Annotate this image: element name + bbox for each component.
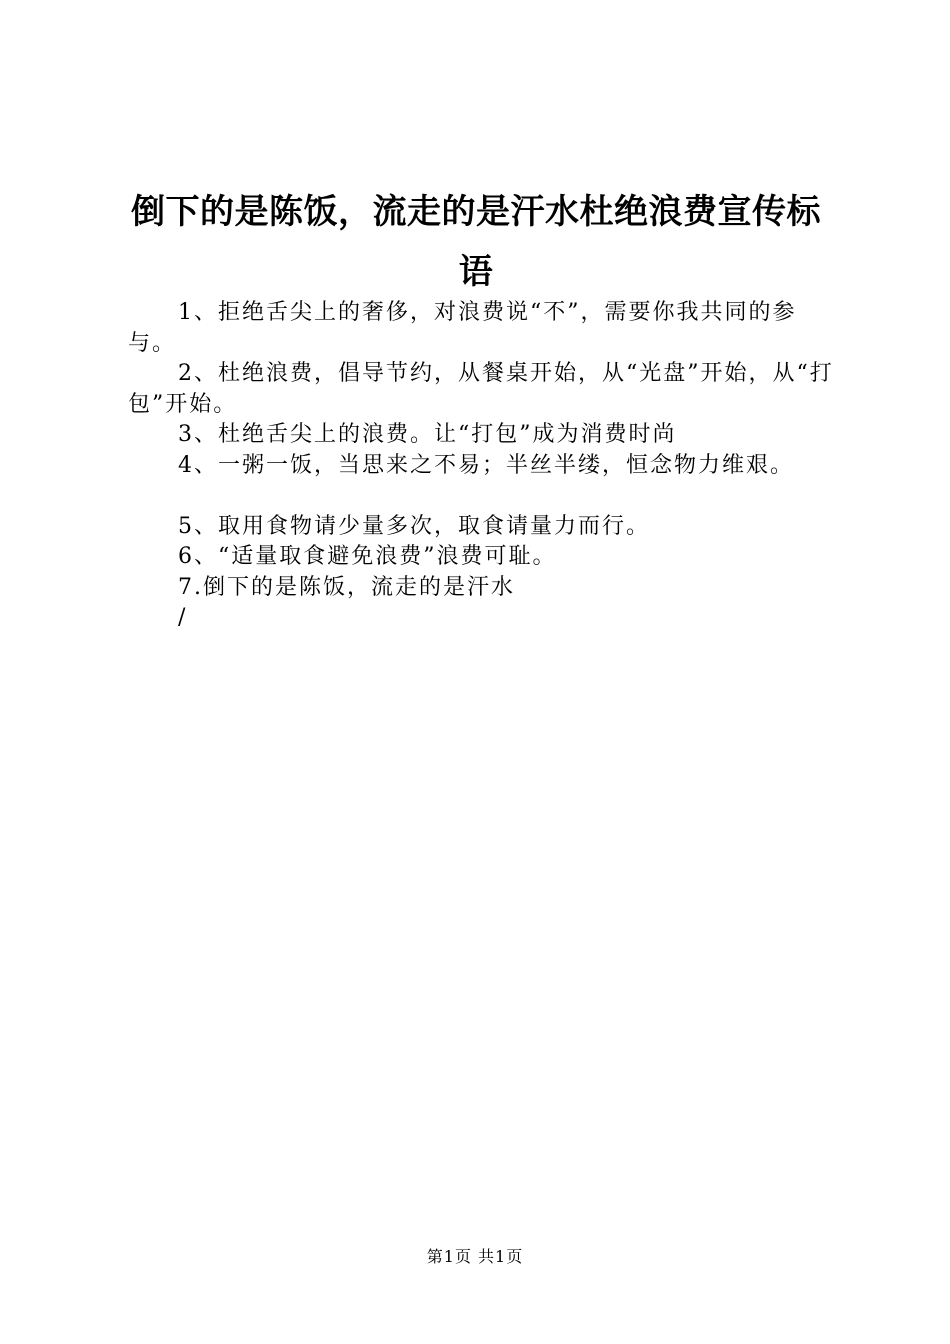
blank-line	[128, 481, 834, 512]
trailing-slash-line: /	[178, 605, 188, 630]
slogan-paragraph: 6、“适量取食避免浪费”浪费可耻。	[178, 544, 557, 569]
slogan-paragraph: 3、杜绝舌尖上的浪费。让“打包”成为消费时尚	[178, 422, 677, 447]
slogan-paragraph: 1、拒绝舌尖上的奢侈，对浪费说“不”，需要你我共同的参与。	[128, 300, 797, 356]
slogan-paragraph: 2、杜绝浪费，倡导节约，从餐桌开始，从“光盘”开始，从“打包”开始。	[128, 361, 834, 417]
slogan-paragraph: 4、一粥一饭，当思来之不易；半丝半缕，恒念物力维艰。	[178, 452, 794, 478]
document-body	[128, 298, 834, 634]
document-title: 倒下的是陈饭，流走的是汗水杜绝浪费宣传标语	[131, 192, 821, 292]
page-number-footer: 第1页 共1页	[426, 1247, 524, 1266]
slogan-paragraph: 7.倒下的是陈饭，流走的是汗水	[178, 574, 515, 600]
slogan-paragraph: 5、取用食物请少量多次，取食请量力而行。	[178, 513, 650, 539]
